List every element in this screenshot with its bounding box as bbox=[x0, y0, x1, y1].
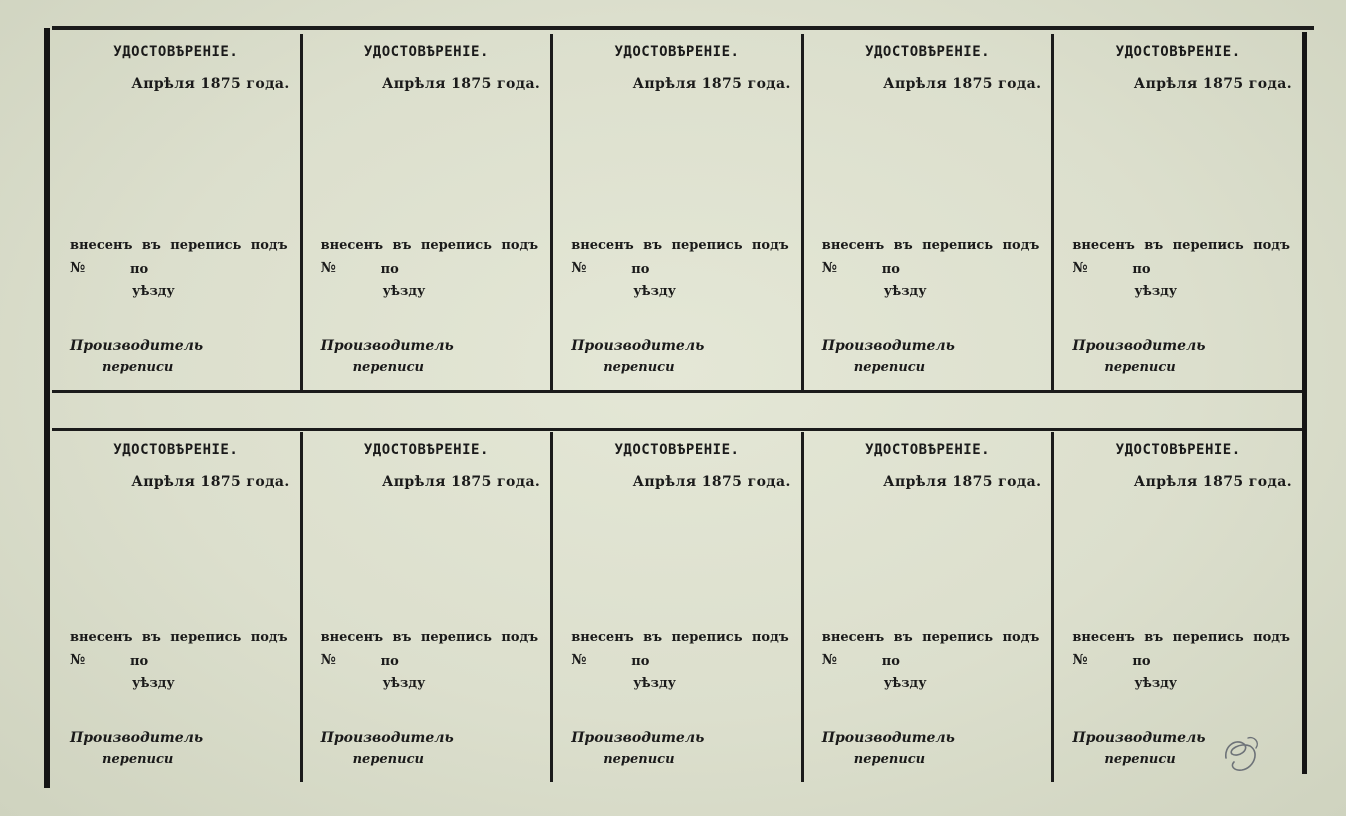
entered-word: подъ bbox=[250, 238, 288, 253]
entered-word: внесенъ bbox=[70, 238, 133, 253]
census-label: переписи bbox=[352, 752, 424, 767]
entered-in-census-line bbox=[70, 630, 288, 645]
entered-in-census-line bbox=[571, 630, 789, 645]
frame-right-rule bbox=[1302, 32, 1307, 774]
entered-word: внесенъ bbox=[320, 238, 384, 253]
entered-word: внесенъ bbox=[1072, 238, 1135, 253]
certificate-row-top bbox=[52, 34, 1302, 390]
entered-word: перепись bbox=[1172, 238, 1244, 253]
uezd-label: уѣзду bbox=[883, 676, 927, 691]
row-divider-upper bbox=[52, 390, 1302, 393]
po-label: по bbox=[1132, 654, 1151, 669]
certificate-date: Апрѣля 1875 года. bbox=[381, 76, 541, 92]
number-sign: № bbox=[571, 260, 587, 276]
certificate-date: Апрѣля 1875 года. bbox=[632, 76, 791, 92]
entered-word: внесенъ bbox=[821, 630, 885, 645]
entered-in-census-line bbox=[321, 238, 539, 253]
entered-word: подъ bbox=[751, 238, 789, 253]
uezd-label: уѣзду bbox=[132, 676, 175, 691]
certificate-cell bbox=[303, 34, 554, 390]
uezd-label: уѣзду bbox=[382, 676, 426, 691]
entered-in-census-line bbox=[321, 630, 539, 645]
po-label: по bbox=[1132, 262, 1151, 277]
po-label: по bbox=[380, 262, 399, 277]
entered-word: подъ bbox=[1253, 630, 1290, 645]
certificate-date: Апрѣля 1875 года. bbox=[1133, 76, 1292, 92]
entered-word: подъ bbox=[501, 238, 539, 253]
entered-word: внесенъ bbox=[1072, 630, 1135, 645]
entered-in-census-line bbox=[70, 238, 288, 253]
po-label: по bbox=[380, 654, 399, 669]
certificate-cell bbox=[804, 34, 1055, 390]
po-label: по bbox=[631, 262, 650, 277]
number-sign: № bbox=[571, 652, 587, 668]
certificate-date: Апрѣля 1875 года. bbox=[131, 474, 290, 490]
producer-label: Производитель bbox=[821, 338, 955, 354]
pencil-page-number-mark bbox=[1218, 728, 1268, 778]
po-label: по bbox=[130, 654, 149, 669]
certificate-row-bottom bbox=[52, 432, 1302, 782]
entered-word: въ bbox=[141, 238, 161, 253]
certificate-cell bbox=[52, 34, 303, 390]
entered-word: подъ bbox=[751, 630, 789, 645]
certificate-date: Апрѣля 1875 года. bbox=[381, 474, 541, 490]
certificate-title: УДОСТОВѢРЕНІЕ. bbox=[865, 442, 991, 458]
number-sign: № bbox=[821, 260, 837, 276]
number-sign: № bbox=[320, 260, 336, 276]
entered-word: въ bbox=[643, 238, 663, 253]
frame-left-rule bbox=[44, 28, 50, 788]
census-label: переписи bbox=[102, 360, 174, 375]
po-label: по bbox=[881, 262, 900, 277]
certificate-date: Апрѣля 1875 года. bbox=[1133, 474, 1292, 490]
entered-word: перепись bbox=[420, 238, 492, 253]
entered-word: перепись bbox=[170, 630, 242, 645]
certificate-cell bbox=[553, 34, 804, 390]
entered-word: перепись bbox=[671, 238, 743, 253]
entered-word: перепись bbox=[1172, 630, 1244, 645]
certificate-title: УДОСТОВѢРЕНІЕ. bbox=[113, 442, 239, 458]
certificate-cell bbox=[1054, 34, 1302, 390]
entered-word: перепись bbox=[420, 630, 492, 645]
certificate-date: Апрѣля 1875 года. bbox=[632, 474, 791, 490]
entered-word: подъ bbox=[1002, 238, 1040, 253]
uezd-label: уѣзду bbox=[633, 284, 676, 299]
number-sign: № bbox=[1072, 260, 1088, 276]
producer-label: Производитель bbox=[1072, 730, 1206, 746]
census-label: переписи bbox=[1104, 752, 1176, 767]
certificate-title: УДОСТОВѢРЕНІЕ. bbox=[363, 442, 489, 458]
uezd-label: уѣзду bbox=[1134, 676, 1178, 691]
certificate-title: УДОСТОВѢРЕНІЕ. bbox=[865, 44, 991, 60]
number-sign: № bbox=[70, 260, 86, 276]
entered-word: въ bbox=[392, 238, 412, 253]
entered-word: въ bbox=[893, 630, 913, 645]
uezd-label: уѣзду bbox=[382, 284, 426, 299]
entered-word: внесенъ bbox=[571, 630, 634, 645]
po-label: по bbox=[881, 654, 900, 669]
entered-word: внесенъ bbox=[821, 238, 885, 253]
certificate-cell bbox=[303, 432, 554, 782]
uezd-label: уѣзду bbox=[633, 676, 676, 691]
certificate-title: УДОСТОВѢРЕНІЕ. bbox=[1115, 442, 1241, 458]
entered-word: подъ bbox=[250, 630, 288, 645]
entered-word: въ bbox=[643, 630, 663, 645]
entered-in-census-line bbox=[822, 238, 1040, 253]
producer-label: Производитель bbox=[320, 338, 454, 354]
number-sign: № bbox=[320, 652, 336, 668]
certificate-date: Апрѣля 1875 года. bbox=[883, 76, 1042, 92]
entered-word: внесенъ bbox=[70, 630, 133, 645]
census-label: переписи bbox=[352, 360, 424, 375]
frame-top-rule bbox=[52, 26, 1314, 30]
entered-word: подъ bbox=[1253, 238, 1290, 253]
entered-in-census-line bbox=[1072, 630, 1290, 645]
number-sign: № bbox=[821, 652, 837, 668]
entered-word: въ bbox=[392, 630, 412, 645]
census-label: переписи bbox=[102, 752, 174, 767]
census-label: переписи bbox=[853, 752, 926, 767]
entered-word: въ bbox=[893, 238, 913, 253]
certificate-date: Апрѣля 1875 года. bbox=[883, 474, 1042, 490]
uezd-label: уѣзду bbox=[1134, 284, 1178, 299]
po-label: по bbox=[631, 654, 650, 669]
row-divider-lower bbox=[52, 428, 1302, 431]
producer-label: Производитель bbox=[571, 730, 705, 746]
census-label: переписи bbox=[603, 752, 675, 767]
certificate-cell bbox=[52, 432, 303, 782]
entered-word: подъ bbox=[501, 630, 539, 645]
po-label: по bbox=[130, 262, 149, 277]
uezd-label: уѣзду bbox=[883, 284, 927, 299]
census-label: переписи bbox=[853, 360, 926, 375]
uezd-label: уѣзду bbox=[132, 284, 175, 299]
entered-word: перепись bbox=[922, 630, 994, 645]
entered-word: перепись bbox=[671, 630, 743, 645]
entered-in-census-line bbox=[822, 630, 1040, 645]
entered-word: перепись bbox=[922, 238, 994, 253]
certificate-cell bbox=[804, 432, 1055, 782]
census-label: переписи bbox=[603, 360, 675, 375]
entered-word: въ bbox=[1144, 238, 1164, 253]
form-frame bbox=[44, 26, 1314, 788]
entered-word: внесенъ bbox=[571, 238, 634, 253]
producer-label: Производитель bbox=[821, 730, 955, 746]
number-sign: № bbox=[70, 652, 86, 668]
producer-label: Производитель bbox=[571, 338, 705, 354]
entered-word: подъ bbox=[1002, 630, 1040, 645]
certificate-date: Апрѣля 1875 года. bbox=[131, 76, 290, 92]
certificate-title: УДОСТОВѢРЕНІЕ. bbox=[113, 44, 239, 60]
certificate-cell bbox=[553, 432, 804, 782]
producer-label: Производитель bbox=[70, 730, 204, 746]
certificate-title: УДОСТОВѢРЕНІЕ. bbox=[363, 44, 489, 60]
entered-word: въ bbox=[141, 630, 161, 645]
producer-label: Производитель bbox=[320, 730, 454, 746]
certificate-title: УДОСТОВѢРЕНІЕ. bbox=[614, 442, 740, 458]
entered-word: перепись bbox=[170, 238, 242, 253]
entered-in-census-line bbox=[1072, 238, 1290, 253]
entered-word: внесенъ bbox=[320, 630, 384, 645]
producer-label: Производитель bbox=[70, 338, 204, 354]
entered-word: въ bbox=[1144, 630, 1164, 645]
entered-in-census-line bbox=[571, 238, 789, 253]
census-label: переписи bbox=[1104, 360, 1176, 375]
producer-label: Производитель bbox=[1072, 338, 1206, 354]
number-sign: № bbox=[1072, 652, 1088, 668]
certificate-title: УДОСТОВѢРЕНІЕ. bbox=[1115, 44, 1241, 60]
certificate-title: УДОСТОВѢРЕНІЕ. bbox=[614, 44, 740, 60]
